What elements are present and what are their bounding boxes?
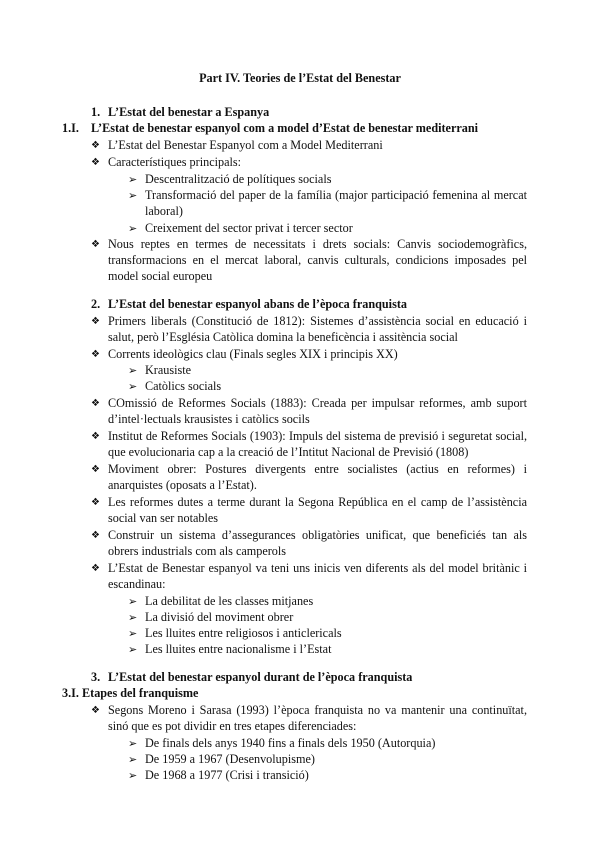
list-item-continuation: que evolucionaria cap a la creació de l’Intitut Nacional de Previsió (1808) — [108, 445, 469, 459]
diamond-bullet-icon: ❖ — [91, 157, 100, 168]
list-item: Transformació del paper de la família (major participació femenina al mercat — [145, 188, 527, 202]
list-item: De 1968 a 1977 (Crisi i transició) — [145, 768, 309, 782]
list-item: Corrents ideològics clau (Finals segles XIX i principis XX) — [108, 347, 398, 361]
list-item: Les reformes dutes a terme durant la Segona República en el camp de l’assistència — [108, 495, 527, 509]
list-item: L’Estat del Benestar Espanyol com a Model Mediterrani — [108, 138, 383, 152]
arrow-bullet-icon: ➢ — [128, 611, 138, 624]
list-item: Nous reptes en termes de necessitats i drets socials: Canvis sociodemogràfics, — [108, 237, 527, 251]
list-item-continuation: anarquistes (oposats a l’Estat). — [108, 478, 257, 492]
list-item: La divisió del moviment obrer — [145, 610, 294, 624]
list-item-continuation: obrers industrials com als camperols — [108, 544, 287, 558]
list-item: Krausiste — [145, 363, 192, 377]
arrow-bullet-icon: ➢ — [128, 595, 138, 608]
list-item: De finals dels anys 1940 fins a finals dels 1950 (Autorquia) — [145, 736, 436, 750]
list-item-continuation: model social europeu — [108, 269, 213, 283]
subsection-1-1-heading: L’Estat de benestar espanyol com a model d’Estat de benestar mediterrani — [91, 121, 479, 135]
section-2-heading: L’Estat del benestar espanyol abans de l’època franquista — [108, 297, 407, 311]
arrow-bullet-icon: ➢ — [128, 380, 138, 393]
diamond-bullet-icon: ❖ — [91, 349, 100, 360]
list-item: Moviment obrer: Postures divergents entre socialistes (actius en reformes) i — [108, 462, 527, 476]
list-item: Catòlics socials — [145, 379, 222, 393]
list-item: Característiques principals: — [108, 155, 242, 169]
list-item: Les lluites entre nacionalisme i l’Estat — [145, 642, 332, 656]
arrow-bullet-icon: ➢ — [128, 643, 138, 656]
list-item: Primers liberals (Constitució de 1812): Sistemes d’assistència social en educació i — [108, 314, 527, 328]
list-item: De 1959 a 1967 (Desenvolupisme) — [145, 752, 315, 766]
diamond-bullet-icon: ❖ — [91, 140, 100, 151]
list-item: Descentralització de polítiques socials — [145, 172, 332, 186]
section-1-number: 1. — [91, 105, 101, 119]
subsection-3-1-heading: Etapes del franquisme — [82, 686, 199, 700]
arrow-bullet-icon: ➢ — [128, 769, 138, 782]
diamond-bullet-icon: ❖ — [91, 398, 100, 409]
arrow-bullet-icon: ➢ — [128, 753, 138, 766]
list-item-continuation: escandinau: — [108, 577, 166, 591]
list-item: La debilitat de les classes mitjanes — [145, 594, 314, 608]
arrow-bullet-icon: ➢ — [128, 364, 138, 377]
list-item: Les lluites entre religiosos i anticlericals — [145, 626, 342, 640]
list-item: L’Estat de Benestar espanyol va teni uns inicis ven diferents als del model britànic i — [108, 561, 527, 575]
arrow-bullet-icon: ➢ — [128, 173, 138, 186]
list-item-continuation: social van ser notables — [108, 511, 218, 525]
subsection-3-1-number: 3.I. — [62, 686, 79, 700]
subsection-1-1-number: 1.I. — [62, 121, 79, 135]
diamond-bullet-icon: ❖ — [91, 530, 100, 541]
list-item: COmissió de Reformes Socials (1883): Creada per impulsar reformes, amb suport — [108, 396, 527, 410]
list-item: Construir un sistema d’assegurances obligatòries unificat, que beneficiés tan als — [108, 528, 527, 542]
list-item-continuation: salut, però l’Església Catòlica domina la beneficència i assitència social — [108, 330, 458, 344]
arrow-bullet-icon: ➢ — [128, 627, 138, 640]
diamond-bullet-icon: ❖ — [91, 239, 100, 250]
list-item-continuation: transformacions en el mercat laboral, canvis culturals, condicions imposades pel — [108, 253, 527, 267]
arrow-bullet-icon: ➢ — [128, 737, 138, 750]
arrow-bullet-icon: ➢ — [128, 189, 138, 202]
diamond-bullet-icon: ❖ — [91, 316, 100, 327]
list-item-continuation: d’intel·lectuals krausistes i catòlics socils — [108, 412, 310, 426]
list-item: Creixement del sector privat i tercer sector — [145, 221, 353, 235]
diamond-bullet-icon: ❖ — [91, 497, 100, 508]
diamond-bullet-icon: ❖ — [91, 431, 100, 442]
section-3-heading: L’Estat del benestar espanyol durant de l’època franquista — [108, 670, 413, 684]
list-item-continuation: laboral) — [145, 204, 183, 218]
diamond-bullet-icon: ❖ — [91, 464, 100, 475]
page-title: Part IV. Teories de l’Estat del Benestar — [199, 71, 401, 85]
list-item: Institut de Reformes Socials (1903): Impuls del sistema de previsió i seguretat social, — [108, 429, 527, 443]
section-2-number: 2. — [91, 297, 101, 311]
list-item: Segons Moreno i Sarasa (1993) l’època franquista no va mantenir una continuïtat, — [108, 703, 527, 717]
diamond-bullet-icon: ❖ — [91, 705, 100, 716]
section-1-heading: L’Estat del benestar a Espanya — [108, 105, 270, 119]
section-3-number: 3. — [91, 670, 101, 684]
arrow-bullet-icon: ➢ — [128, 222, 138, 235]
list-item-continuation: sinó que es pot dividir en tres etapes diferenciades: — [108, 719, 357, 733]
diamond-bullet-icon: ❖ — [91, 563, 100, 574]
